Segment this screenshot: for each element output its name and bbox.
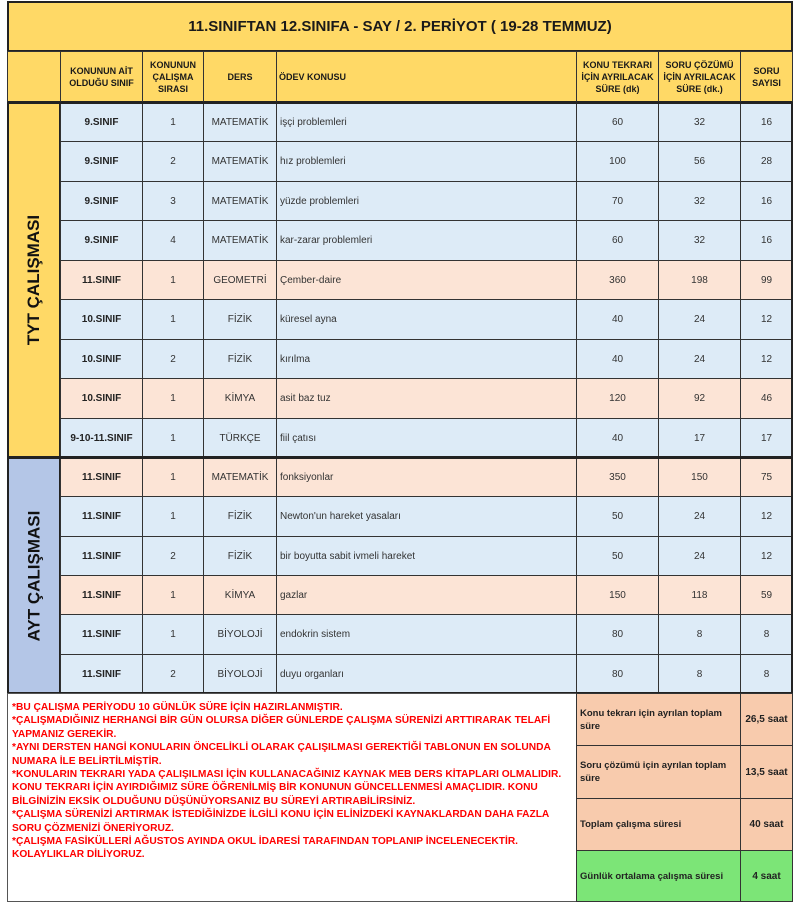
summary-label-soru-cozumu: Soru çözümü için ayrılan toplam süre: [576, 745, 741, 799]
cell-cozum: 24: [658, 536, 741, 576]
cell-ders: MATEMATİK: [203, 181, 277, 221]
cell-cozum: 24: [658, 299, 741, 340]
cell-sinif: 11.SINIF: [60, 457, 143, 497]
cell-ders: FİZİK: [203, 536, 277, 576]
cell-ders: KİMYA: [203, 378, 277, 419]
cell-konu: bir boyutta sabit ivmeli hareket: [276, 536, 577, 576]
summary-value-soru-cozumu: 13,5 saat: [740, 745, 793, 799]
cell-ders: MATEMATİK: [203, 220, 277, 261]
cell-tekrar: 60: [576, 102, 659, 142]
cell-ders: MATEMATİK: [203, 457, 277, 497]
cell-konu: yüzde problemleri: [276, 181, 577, 221]
cell-konu: Çember-daire: [276, 260, 577, 300]
cell-cozum: 32: [658, 102, 741, 142]
cell-ders: GEOMETRİ: [203, 260, 277, 300]
cell-soru: 8: [740, 614, 793, 655]
cell-soru: 12: [740, 536, 793, 576]
cell-sira: 3: [142, 181, 204, 221]
cell-sira: 1: [142, 378, 204, 419]
header-ders: DERS: [203, 51, 277, 103]
cell-soru: 59: [740, 575, 793, 615]
cell-sira: 1: [142, 575, 204, 615]
cell-konu: hız problemleri: [276, 141, 577, 182]
cell-soru: 16: [740, 220, 793, 261]
cell-ders: TÜRKÇE: [203, 418, 277, 458]
cell-ders: MATEMATİK: [203, 102, 277, 142]
cell-sinif: 9.SINIF: [60, 102, 143, 142]
cell-sira: 2: [142, 141, 204, 182]
cell-soru: 16: [740, 102, 793, 142]
cell-sira: 1: [142, 299, 204, 340]
cell-sinif: 11.SINIF: [60, 536, 143, 576]
cell-sinif: 9-10-11.SINIF: [60, 418, 143, 458]
page-title: 11.SINIFTAN 12.SINIFA - SAY / 2. PERİYOT ( 19-28 TEMMUZ): [7, 1, 793, 52]
cell-tekrar: 350: [576, 457, 659, 497]
cell-sira: 1: [142, 614, 204, 655]
cell-soru: 28: [740, 141, 793, 182]
cell-cozum: 24: [658, 339, 741, 379]
cell-konu: Newton'un hareket yasaları: [276, 496, 577, 537]
cell-sinif: 11.SINIF: [60, 614, 143, 655]
summary-value-toplam: 40 saat: [740, 798, 793, 851]
section-label-text: AYT ÇALIŞMASI: [24, 510, 44, 641]
header-cozum: SORU ÇÖZÜMÜ İÇİN AYRILACAK SÜRE (dk.): [658, 51, 741, 103]
cell-tekrar: 40: [576, 418, 659, 458]
header-blank: [7, 51, 61, 103]
note-line: *KONULARIN TEKRARI YADA ÇALIŞILMASI İÇİN KULLANACAĞINIZ KAYNAK MEB DERS KİTAPLARI OLMALIDIR. KONU TEKRARI İÇİN AYIRDIĞIMIZ SÜRE ÖĞRENİLMİŞ BİR KONUNUN GÜNCELLENMESİ AMAÇLIDIR. KONU BİLGİNİZİN EKSİK OLDUĞUNU DÜŞÜNÜYORSANIZ BU SÜREYİ ARTIRABİLİRSİNİZ.: [12, 769, 562, 807]
cell-konu: fiil çatısı: [276, 418, 577, 458]
cell-cozum: 150: [658, 457, 741, 497]
note-line: *ÇALIŞMA SÜRENİZİ ARTIRMAK İSTEDİĞİNİZDE İLGİLİ KONU İÇİN ELİNİZDEKİ KAYNAKLARDAN DAHA FAZLA SORU ÇÖZMENİZİ ÖNERİYORUZ.: [12, 809, 549, 834]
cell-tekrar: 70: [576, 181, 659, 221]
cell-konu: asit baz tuz: [276, 378, 577, 419]
header-sinif: KONUNUN AİT OLDUĞU SINIF: [60, 51, 143, 103]
cell-sinif: 9.SINIF: [60, 220, 143, 261]
cell-konu: kar-zarar problemleri: [276, 220, 577, 261]
cell-soru: 12: [740, 339, 793, 379]
header-sira: KONUNUN ÇALIŞMA SIRASI: [142, 51, 204, 103]
cell-sinif: 11.SINIF: [60, 575, 143, 615]
cell-sinif: 10.SINIF: [60, 378, 143, 419]
cell-soru: 75: [740, 457, 793, 497]
cell-cozum: 118: [658, 575, 741, 615]
cell-sira: 1: [142, 418, 204, 458]
cell-sinif: 10.SINIF: [60, 299, 143, 340]
cell-konu: kırılma: [276, 339, 577, 379]
section-label-tyt: [7, 102, 61, 458]
cell-ders: FİZİK: [203, 299, 277, 340]
summary-value-gunluk: 4 saat: [740, 850, 793, 902]
cell-cozum: 8: [658, 654, 741, 694]
cell-tekrar: 50: [576, 496, 659, 537]
cell-sira: 2: [142, 536, 204, 576]
cell-tekrar: 80: [576, 654, 659, 694]
cell-tekrar: 360: [576, 260, 659, 300]
cell-ders: FİZİK: [203, 496, 277, 537]
cell-soru: 12: [740, 299, 793, 340]
cell-cozum: 56: [658, 141, 741, 182]
section-label-ayt: [7, 457, 61, 694]
cell-sira: 1: [142, 457, 204, 497]
cell-sinif: 10.SINIF: [60, 339, 143, 379]
cell-sira: 2: [142, 339, 204, 379]
note-line: *AYNI DERSTEN HANGİ KONULARIN ÖNCELİKLİ OLARAK ÇALIŞILMASI GEREKTİĞİ TABLONUN EN SOLUNDA NUMARA İLE BELİRTİLMİŞTİR.: [12, 742, 551, 767]
cell-sira: 2: [142, 654, 204, 694]
summary-label-konu-tekrari: Konu tekrarı için ayrılan toplam süre: [576, 693, 741, 746]
cell-tekrar: 150: [576, 575, 659, 615]
cell-cozum: 17: [658, 418, 741, 458]
notes-panel: [7, 693, 577, 902]
cell-cozum: 32: [658, 181, 741, 221]
cell-cozum: 24: [658, 496, 741, 537]
cell-soru: 17: [740, 418, 793, 458]
cell-soru: 46: [740, 378, 793, 419]
cell-sinif: 9.SINIF: [60, 181, 143, 221]
cell-tekrar: 60: [576, 220, 659, 261]
cell-tekrar: 120: [576, 378, 659, 419]
cell-ders: KİMYA: [203, 575, 277, 615]
cell-tekrar: 80: [576, 614, 659, 655]
summary-label-toplam: Toplam çalışma süresi: [576, 798, 741, 851]
cell-cozum: 92: [658, 378, 741, 419]
cell-konu: küresel ayna: [276, 299, 577, 340]
cell-cozum: 8: [658, 614, 741, 655]
cell-sinif: 11.SINIF: [60, 260, 143, 300]
cell-cozum: 198: [658, 260, 741, 300]
cell-tekrar: 40: [576, 339, 659, 379]
cell-tekrar: 40: [576, 299, 659, 340]
cell-sira: 1: [142, 260, 204, 300]
cell-tekrar: 50: [576, 536, 659, 576]
header-soru: SORU SAYISI: [740, 51, 793, 103]
cell-soru: 12: [740, 496, 793, 537]
header-tekrar: KONU TEKRARI İÇİN AYRILACAK SÜRE (dk): [576, 51, 659, 103]
section-label-text: TYT ÇALIŞMASI: [24, 214, 43, 346]
cell-konu: duyu organları: [276, 654, 577, 694]
note-line: *BU ÇALIŞMA PERİYODU 10 GÜNLÜK SÜRE İÇİN HAZIRLANMIŞTIR.: [12, 702, 343, 713]
cell-ders: BİYOLOJİ: [203, 614, 277, 655]
cell-tekrar: 100: [576, 141, 659, 182]
cell-konu: endokrin sistem: [276, 614, 577, 655]
cell-sira: 1: [142, 102, 204, 142]
cell-konu: gazlar: [276, 575, 577, 615]
cell-sinif: 11.SINIF: [60, 654, 143, 694]
cell-konu: işçi problemleri: [276, 102, 577, 142]
note-line: *ÇALIŞMADIĞINIZ HERHANGİ BİR GÜN OLURSA DİĞER GÜNLERDE ÇALIŞMA SÜRENİZİ ARTTIRARAK TELAFİ YAPMANIZ GEREKİR.: [12, 715, 551, 740]
cell-sinif: 11.SINIF: [60, 496, 143, 537]
cell-cozum: 32: [658, 220, 741, 261]
note-line: *ÇALIŞMA FASİKÜLLERİ AĞUSTOS AYINDA OKUL İDARESİ TARAFINDAN TOPLANIP İNCELENECEKTİR. KOLAYLIKLAR DİLİYORUZ.: [12, 836, 519, 861]
cell-soru: 99: [740, 260, 793, 300]
cell-sira: 1: [142, 496, 204, 537]
cell-sinif: 9.SINIF: [60, 141, 143, 182]
summary-label-gunluk: Günlük ortalama çalışma süresi: [576, 850, 741, 902]
cell-ders: FİZİK: [203, 339, 277, 379]
cell-ders: BİYOLOJİ: [203, 654, 277, 694]
header-konu: ÖDEV KONUSU: [276, 51, 577, 103]
cell-soru: 8: [740, 654, 793, 694]
cell-ders: MATEMATİK: [203, 141, 277, 182]
cell-sira: 4: [142, 220, 204, 261]
cell-konu: fonksiyonlar: [276, 457, 577, 497]
cell-soru: 16: [740, 181, 793, 221]
summary-value-konu-tekrari: 26,5 saat: [740, 693, 793, 746]
